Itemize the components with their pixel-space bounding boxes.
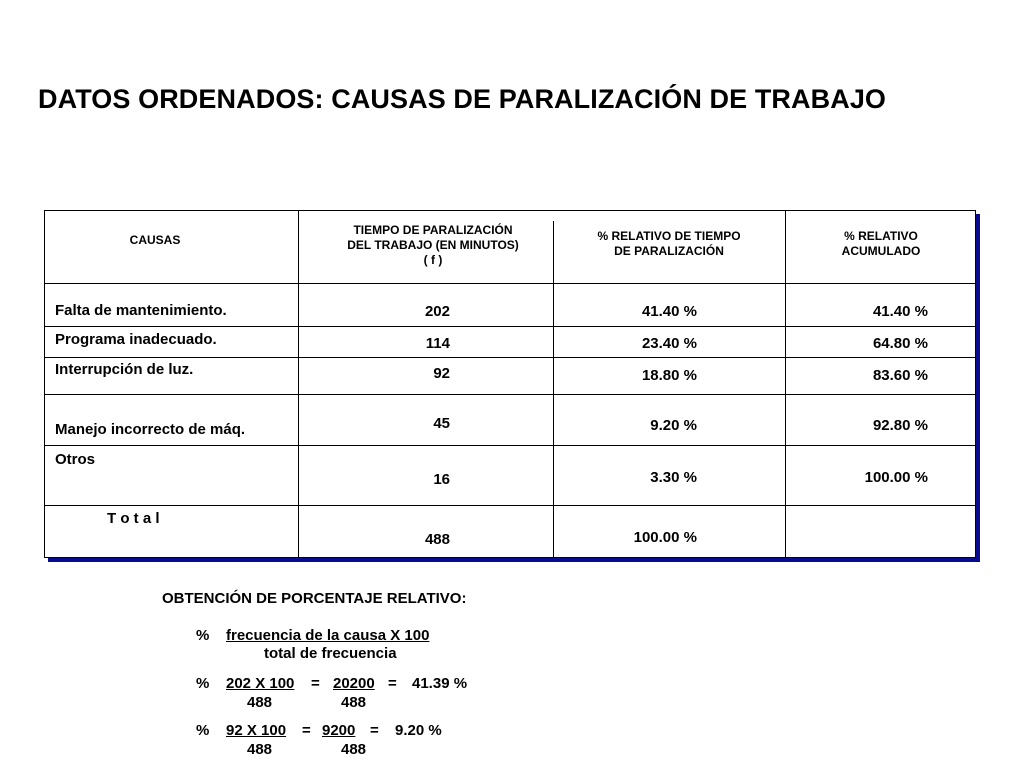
row4-acumulado: 92.80 % <box>872 417 928 434</box>
row2-relativo: 23.40 % <box>641 335 697 352</box>
row-divider <box>45 445 975 446</box>
example1-denominator1: 488 <box>247 694 273 711</box>
header-tiempo-line2: DEL TRABAJO (EN MINUTOS) <box>347 238 519 252</box>
header-tiempo <box>298 223 568 268</box>
row5-tiempo: 16 <box>433 471 450 488</box>
column-divider <box>553 221 554 557</box>
data-table <box>44 210 976 558</box>
total-tiempo: 488 <box>424 531 450 548</box>
example1-middle: 20200 <box>333 675 375 692</box>
row-divider <box>45 357 975 358</box>
row5-causa: Otros <box>55 451 96 468</box>
example1-equals2: = <box>388 675 397 692</box>
row3-relativo: 18.80 % <box>641 367 697 384</box>
example1-pct: % <box>196 675 210 692</box>
example1-numerator: 202 X 100 <box>226 675 295 692</box>
header-acumulado-line2: ACUMULADO <box>841 244 921 258</box>
row5-relativo: 3.30 % <box>650 469 697 486</box>
page-title: DATOS ORDENADOS: CAUSAS DE PARALIZACIÓN DE TRABAJO <box>38 84 887 114</box>
notes-heading: OBTENCIÓN DE PORCENTAJE RELATIVO: <box>162 590 467 607</box>
header-tiempo-line3: ( f ) <box>423 253 443 267</box>
example2-denominator1: 488 <box>247 741 273 758</box>
total-relativo: 100.00 % <box>633 529 697 546</box>
formula-denominator: total de frecuencia <box>264 645 397 662</box>
row1-relativo: 41.40 % <box>641 303 697 320</box>
example2-pct: % <box>196 722 210 739</box>
example2-denominator2: 488 <box>341 741 367 758</box>
example2-result: 9.20 % <box>395 722 442 739</box>
header-relativo <box>553 229 785 259</box>
header-tiempo-line1: TIEMPO DE PARALIZACIÓN <box>353 223 513 237</box>
row-divider <box>45 326 975 327</box>
row4-relativo: 9.20 % <box>650 417 697 434</box>
header-acumulado-line1: % RELATIVO <box>844 229 918 243</box>
row5-acumulado: 100.00 % <box>864 469 928 486</box>
row1-acumulado: 41.40 % <box>872 303 928 320</box>
example2-numerator: 92 X 100 <box>226 722 287 739</box>
row2-causa: Programa inadecuado. <box>55 331 217 348</box>
row-divider <box>45 283 975 284</box>
row-divider <box>45 505 975 506</box>
example2-middle: 9200 <box>322 722 356 739</box>
example2-equals2: = <box>370 722 379 739</box>
header-relativo-line1: % RELATIVO DE TIEMPO <box>597 229 741 243</box>
row2-acumulado: 64.80 % <box>872 335 928 352</box>
row1-causa: Falta de mantenimiento. <box>55 302 227 319</box>
row4-causa: Manejo incorrecto de máq. <box>55 421 246 438</box>
row2-tiempo: 114 <box>425 335 450 352</box>
row3-causa: Interrupción de luz. <box>55 361 194 378</box>
formula-pct: % <box>196 627 210 644</box>
row1-tiempo: 202 <box>424 303 450 320</box>
example1-denominator2: 488 <box>341 694 367 711</box>
header-relativo-line2: DE PARALIZACIÓN <box>614 244 724 258</box>
formula-numerator: frecuencia de la causa X 100 <box>226 627 430 644</box>
example1-equals1: = <box>311 675 320 692</box>
header-acumulado <box>785 229 977 259</box>
example1-result: 41.39 % <box>412 675 468 692</box>
row3-acumulado: 83.60 % <box>872 367 928 384</box>
example2-equals1: = <box>302 722 311 739</box>
header-causas: CAUSAS <box>129 233 181 247</box>
total-label: T o t a l <box>107 510 160 527</box>
row3-tiempo: 92 <box>433 365 450 382</box>
row4-tiempo: 45 <box>433 415 450 432</box>
row-divider <box>45 394 975 395</box>
